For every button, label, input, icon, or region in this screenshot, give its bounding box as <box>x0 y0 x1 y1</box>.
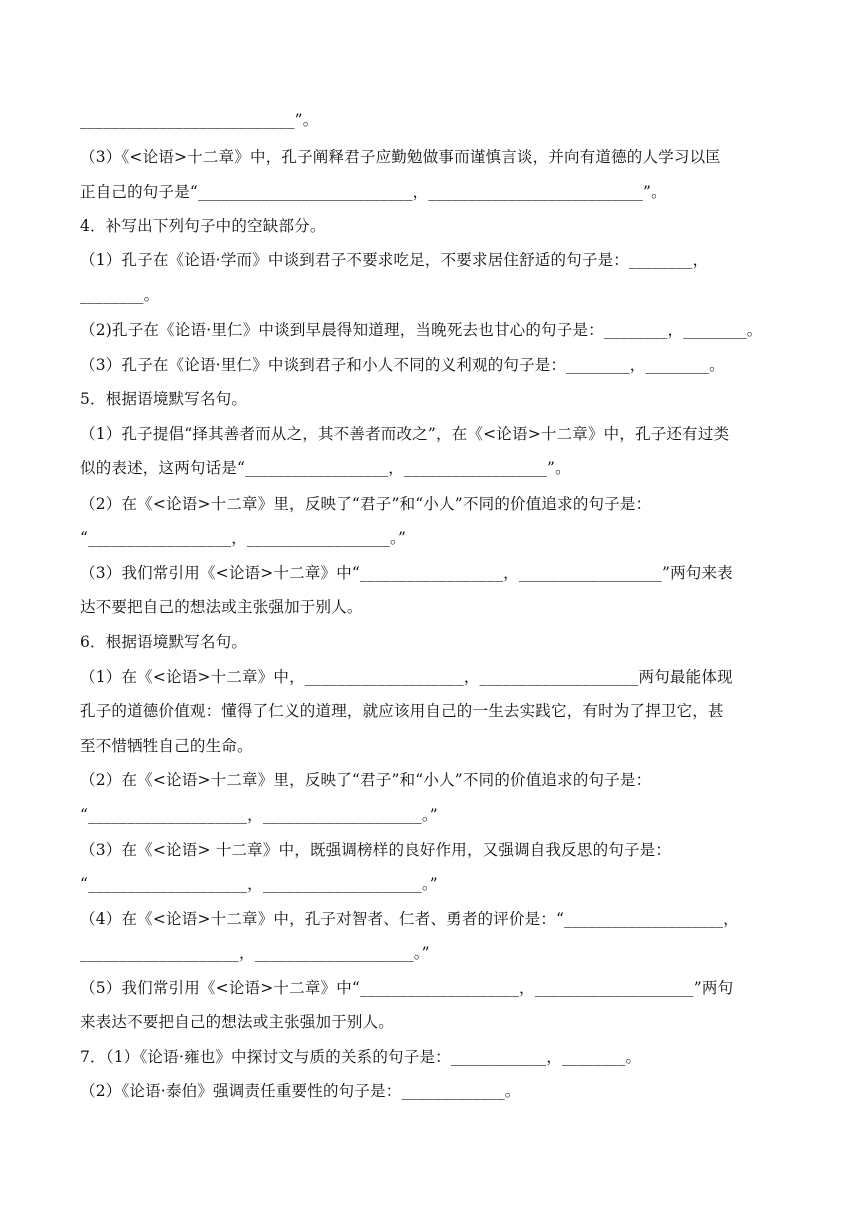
text-line: “__________________，__________________。” <box>80 529 407 547</box>
text-line: 达不要把自己的想法或主张强加于别人。 <box>80 598 363 616</box>
text-line: （2）在《<论语>十二章》里，反映了“君子”和“小人”不同的价值追求的句子是： <box>80 495 652 513</box>
text-line: 至不惜牺牲自己的生命。 <box>80 737 253 755</box>
text-line: （3）在《<论语> 十二章》中，既强调榜样的良好作用，又强调自我反思的句子是： <box>80 841 672 859</box>
text-line: 正自己的句子是“___________________________，___________________________”。 <box>80 183 667 201</box>
text-line: 似的表述，这两句话是“__________________，__________________”。 <box>80 459 571 477</box>
text-line: “____________________，____________________。” <box>80 806 438 824</box>
question-heading: 6．根据语境默写名句。 <box>80 633 248 651</box>
text-line: （1）孔子提倡“择其善者而从之，其不善者而改之”，在《<论语>十二章》中，孔子还有过类 <box>80 425 730 443</box>
text-line: （3）我们常引用《<论语>十二章》中“__________________，__________________”两句来表 <box>80 564 733 582</box>
text-line: ___________________________”。 <box>80 111 319 129</box>
question-heading: 5．根据语境默写名句。 <box>80 390 248 408</box>
question-heading: 4．补写出下列句子中的空缺部分。 <box>80 217 326 235</box>
text-line: （1）在《<论语>十二章》中，____________________，____________________两句最能体现 <box>80 668 733 686</box>
text-line: ________。 <box>80 286 160 304</box>
text-line: （3）孔子在《论语·里仁》中谈到君子和小人不同的义利观的句子是：________，________。 <box>80 356 725 374</box>
text-line: “____________________，____________________。” <box>80 875 438 893</box>
text-line: 来表达不要把自己的想法或主张强加于别人。 <box>80 1013 395 1031</box>
text-line: （5）我们常引用《<论语>十二章》中“____________________，____________________”两句 <box>80 979 734 997</box>
text-line: （2）在《<论语>十二章》里，反映了“君子”和“小人”不同的价值追求的句子是： <box>80 771 652 789</box>
text-line: 孔子的道德价值观：懂得了仁义的道理，就应该用自己的一生去实践它，有时为了捍卫它，甚 <box>80 702 724 720</box>
question-heading: 7．（1）《论语·雍也》中探讨文与质的关系的句子是：____________，________。 <box>80 1048 642 1066</box>
text-line: ____________________，____________________。” <box>80 944 430 962</box>
text-line: （2)孔子在《论语·里仁》中谈到早晨得知道理，当晚死去也甘心的句子是：________，________。 <box>80 321 763 339</box>
text-line: （1）孔子在《论语·学而》中谈到君子不要求吃足，不要求居住舒适的句子是：________， <box>80 251 709 269</box>
text-line: （3）《<论语>十二章》中，孔子阐释君子应勤勉做事而谨慎言谈，并向有道德的人学习以匡 <box>80 148 721 166</box>
text-line: （2）《论语·泰伯》强调责任重要性的句子是：_____________。 <box>80 1082 521 1100</box>
text-line: （4）在《<论语>十二章》中，孔子对智者、仁者、勇者的评价是：“____________________， <box>80 910 739 928</box>
